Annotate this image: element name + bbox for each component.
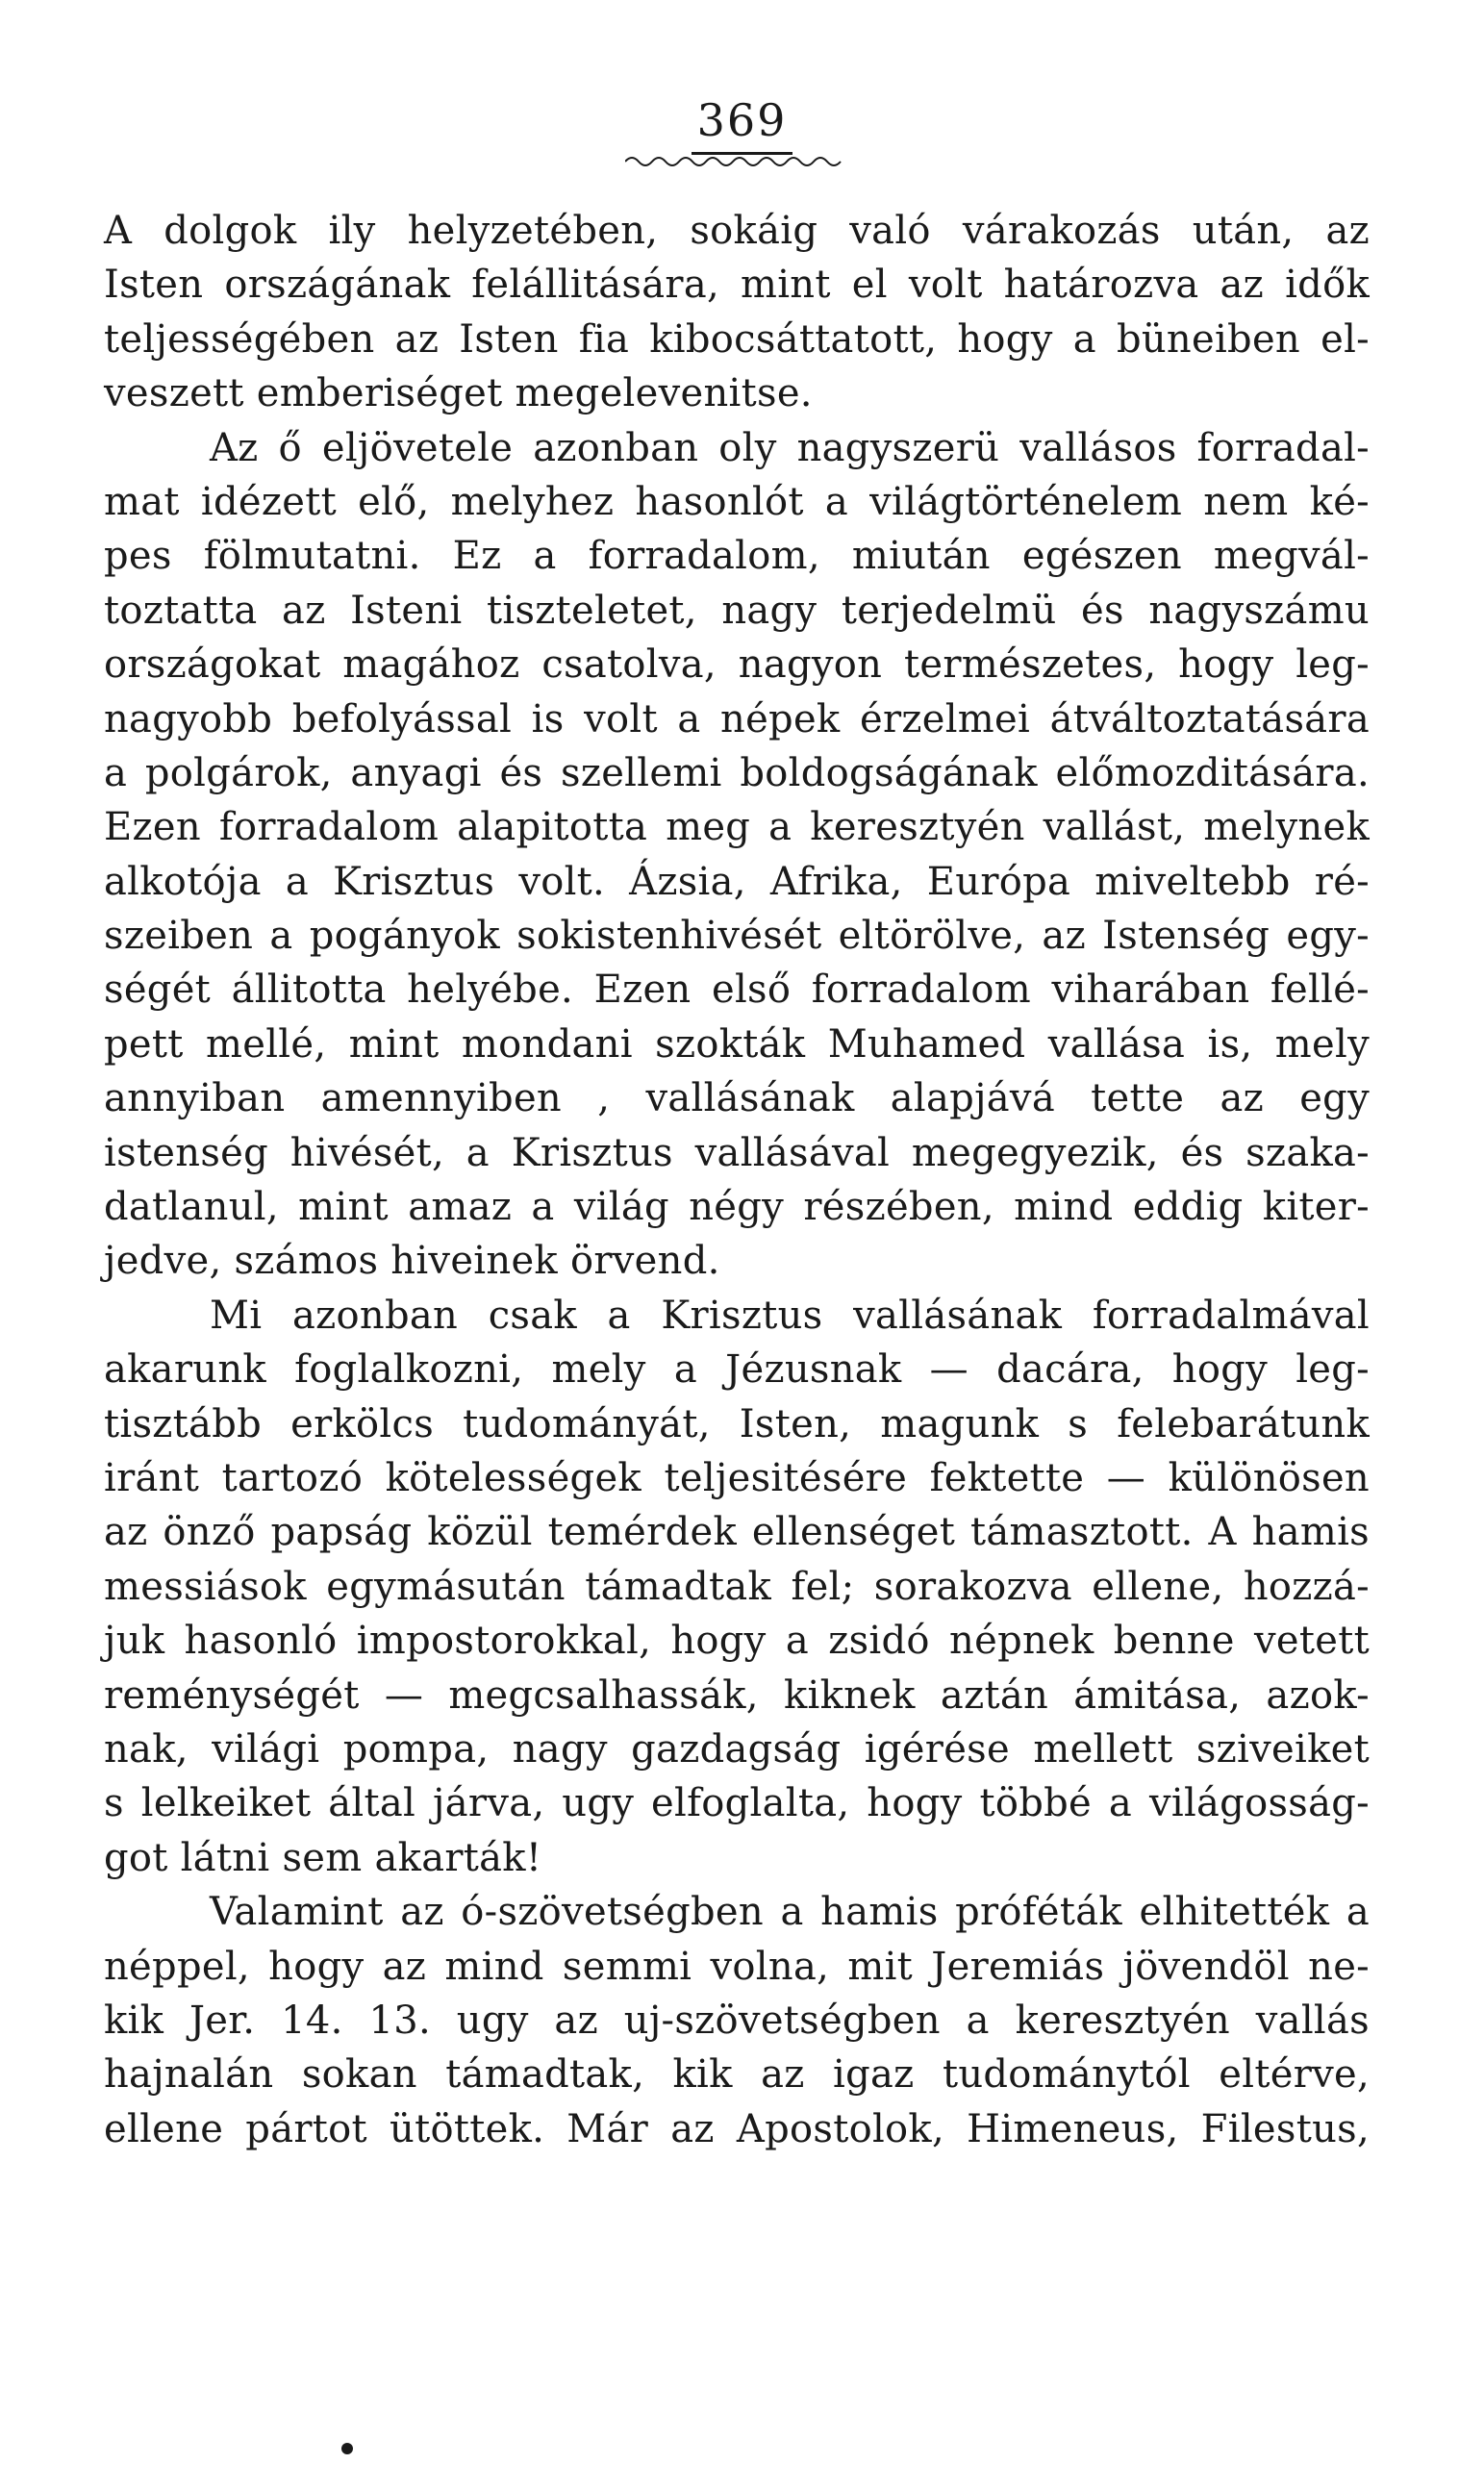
text-line: akarunk foglalkozni, mely a Jézusnak — dacára, hogy leg- [104, 1347, 1370, 1393]
text-line: teljességében az Isten fia kibocsáttatott, hogy a büneiben el- [104, 316, 1370, 362]
text-line: messiások egymásután támadtak fel; sorakozva ellene, hozzá- [104, 1564, 1370, 1609]
text-line: istenség hivését, a Krisztus vallásával megegyezik, és szaka- [104, 1130, 1370, 1175]
text-line: a polgárok, anyagi és szellemi boldogságának előmozditására. [104, 750, 1370, 795]
text-line: szeiben a pogányok sokistenhivését eltörölve, az Istenség egy- [104, 914, 1370, 959]
text-line: az önző papság közül temérdek ellenséget támasztott. A hamis [104, 1510, 1370, 1555]
text-line: annyiban amennyiben , vallásának alapjává tette az egy [104, 1076, 1370, 1121]
text-line: got látni sem akarták! [104, 1835, 542, 1880]
text-line: nak, világi pompa, nagy gazdagság igérése mellett sziveiket [104, 1726, 1370, 1772]
text-line: reménységét — megcsalhassák, kiknek aztán ámitása, azok- [104, 1672, 1370, 1718]
text-line: néppel, hogy az mind semmi volna, mit Jeremiás jövendöl ne- [104, 1944, 1370, 1989]
text-line: jedve, számos hiveinek örvend. [104, 1239, 720, 1284]
text-line: iránt tartozó kötelességek teljesitésére fektette — különösen [104, 1455, 1370, 1500]
text-line: Az ő eljövetele azonban oly nagyszerü vallásos forradal- [210, 425, 1370, 470]
text-line: Mi azonban csak a Krisztus vallásának forradalmával [210, 1293, 1370, 1338]
text-line: nagyobb befolyással is volt a népek érzelmei átváltoztatására [104, 696, 1370, 742]
text-line: tisztább erkölcs tudományát, Isten, magunk s felebarátunk [104, 1401, 1370, 1446]
text-line: A dolgok ily helyzetében, sokáig való várakozás után, az [104, 209, 1370, 253]
text-line: pett mellé, mint mondani szokták Muhamed vallása is, mely [104, 1021, 1370, 1067]
wavy-ornament-icon [625, 154, 843, 169]
text-line: mat idézett elő, melyhez hasonlót a világtörténelem nem ké- [104, 479, 1370, 524]
text-line: Valamint az ó-szövetségben a hamis próféták elhitették a [210, 1890, 1370, 1935]
page-number: 369 [0, 94, 1484, 155]
text-line: hajnalán sokan támadtak, kik az igaz tudománytól eltérve, [104, 2052, 1370, 2098]
body-text [104, 204, 1370, 2156]
text-line: kik Jer. 14. 13. ugy az uj-szövetségben a keresztyén vallás [104, 1998, 1370, 2043]
text-line: ellene pártot ütöttek. Már az Apostolok, Himeneus, Filestus, [104, 2106, 1370, 2151]
text-line: alkotója a Krisztus volt. Ázsia, Afrika, Európa miveltebb ré- [104, 859, 1370, 904]
text-line: pes fölmutatni. Ez a forradalom, miután egészen megvál- [104, 534, 1370, 579]
text-line: Ezen forradalom alapitotta meg a keresztyén vallást, melynek [104, 805, 1370, 850]
text-line: datlanul, mint amaz a világ négy részében, mind eddig kiter- [104, 1185, 1370, 1230]
text-line: s lelkeiket által járva, ugy elfoglalta, hogy többé a világosság- [104, 1781, 1370, 1826]
text-line: Isten országának felállitására, mint el volt határozva az idők [104, 263, 1370, 308]
text-line: ségét állitotta helyébe. Ezen első forradalom viharában fellé- [104, 968, 1370, 1013]
text-line: toztatta az Isteni tiszteletet, nagy terjedelmü és nagyszámu [104, 588, 1370, 633]
text-line: veszett emberiséget megelevenitse. [104, 371, 813, 416]
ink-dot [341, 2443, 353, 2454]
text-line: juk hasonló impostorokkal, hogy a zsidó népnek benne vetett [104, 1619, 1370, 1664]
text-line: országokat magához csatolva, nagyon természetes, hogy leg- [104, 642, 1370, 688]
